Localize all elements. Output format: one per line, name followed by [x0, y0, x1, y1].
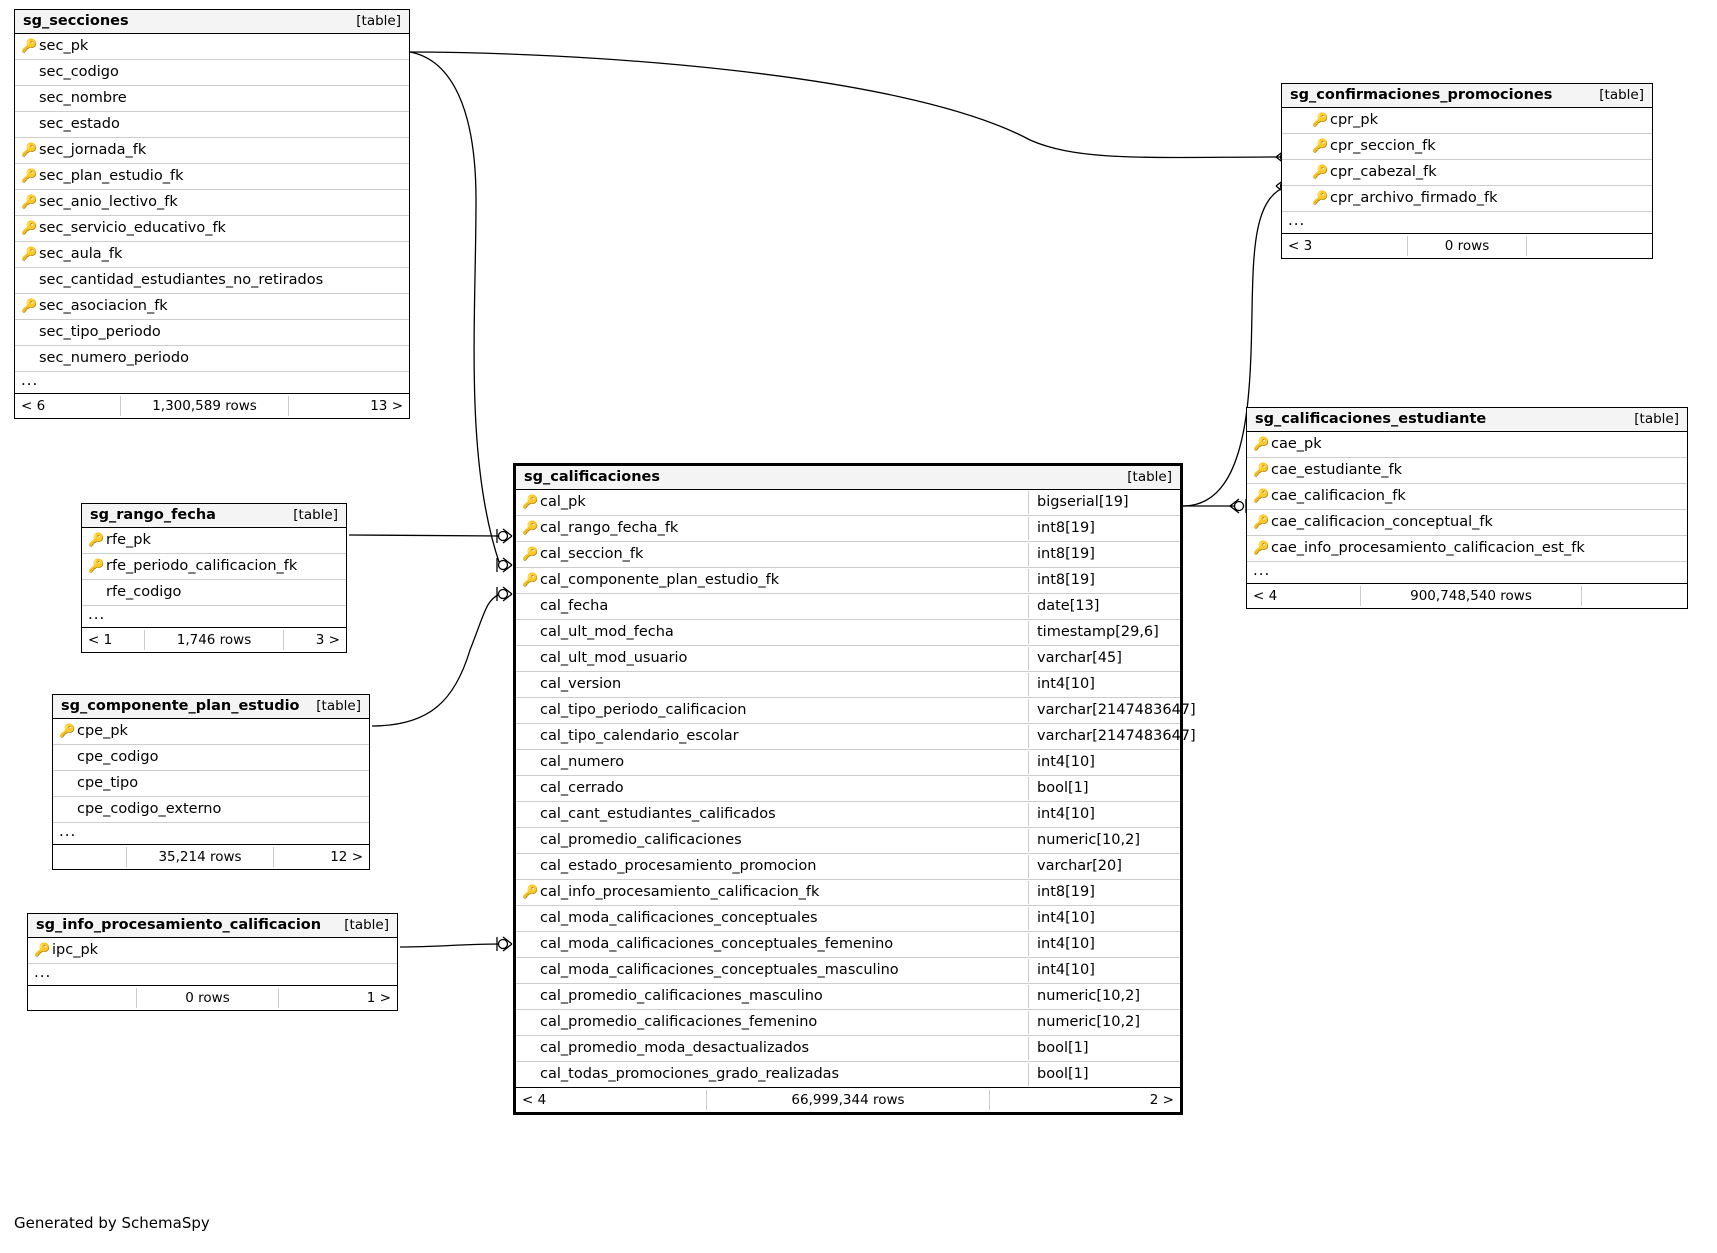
prev-page-link[interactable]	[53, 855, 126, 859]
table-row[interactable]	[516, 932, 1180, 958]
row-count: 900,748,540 rows	[1360, 586, 1582, 606]
table-row[interactable]	[516, 568, 1180, 594]
table-row[interactable]	[15, 216, 409, 242]
column-type: int4[10]	[1028, 933, 1180, 956]
table-header	[28, 914, 397, 938]
no-key-icon	[21, 118, 34, 131]
table-footer	[516, 1088, 1180, 1112]
next-page-link[interactable]	[1582, 594, 1687, 598]
no-key-icon	[522, 1016, 535, 1029]
no-key-icon	[88, 586, 101, 599]
column-name: cpr_cabezal_fk	[1330, 164, 1437, 180]
primary-key-icon: 🔑	[88, 532, 105, 548]
table-sg-calificaciones[interactable]	[513, 463, 1196, 1115]
prev-page-link[interactable]: < 4	[522, 1092, 547, 1108]
column-name: sec_anio_lectivo_fk	[39, 194, 178, 210]
no-key-icon	[522, 678, 535, 691]
table-row[interactable]	[1247, 432, 1687, 458]
table-row[interactable]	[516, 490, 1180, 516]
no-key-icon	[522, 782, 535, 795]
row-count: 1,300,589 rows	[120, 396, 289, 416]
no-key-icon	[522, 730, 535, 743]
prev-page-link[interactable]: < 3	[1288, 238, 1313, 254]
column-name: cal_cerrado	[540, 780, 624, 796]
no-key-icon	[522, 756, 535, 769]
column-name: cal_componente_plan_estudio_fk	[540, 572, 780, 588]
prev-page-link[interactable]: < 6	[21, 398, 46, 414]
table-row[interactable]	[516, 672, 1180, 698]
next-page-link[interactable]: 13 >	[370, 398, 403, 414]
prev-page-link[interactable]	[28, 996, 136, 1000]
column-name: rfe_pk	[106, 532, 151, 548]
column-name: cal_promedio_calificaciones	[540, 832, 742, 848]
table-row[interactable]	[516, 958, 1180, 984]
column-name: cal_moda_calificaciones_conceptuales_femenino	[540, 936, 894, 952]
table-row[interactable]	[82, 580, 346, 606]
table-sg-info-procesamiento-calificacion[interactable]	[27, 913, 398, 1011]
no-key-icon	[21, 326, 34, 339]
column-name: cal_estado_procesamiento_promocion	[540, 858, 817, 874]
column-name: cal_promedio_calificaciones_femenino	[540, 1014, 818, 1030]
column-type: numeric[10,2]	[1028, 985, 1180, 1008]
column-type: varchar[20]	[1028, 855, 1180, 878]
column-name: sec_estado	[39, 116, 120, 132]
table-row[interactable]	[1282, 160, 1652, 186]
table-type-tag: [table]	[344, 917, 389, 933]
primary-key-icon: 🔑	[1312, 112, 1329, 128]
table-title: sg_calificaciones_estudiante	[1255, 411, 1487, 427]
prev-page-link[interactable]: < 1	[88, 632, 113, 648]
table-sg-componente-plan-estudio[interactable]	[52, 694, 370, 870]
table-row[interactable]	[1282, 108, 1652, 134]
table-row[interactable]	[82, 554, 346, 580]
no-key-icon	[522, 600, 535, 613]
table-row[interactable]	[516, 984, 1180, 1010]
column-type: int4[10]	[1028, 907, 1180, 930]
table-footer	[53, 845, 369, 869]
table-row[interactable]	[516, 646, 1180, 672]
no-key-icon	[522, 1042, 535, 1055]
table-row[interactable]	[15, 294, 409, 320]
table-footer	[1247, 584, 1687, 608]
column-name: cae_estudiante_fk	[1271, 462, 1403, 478]
column-name: cal_promedio_moda_desactualizados	[540, 1040, 810, 1056]
column-name: sec_aula_fk	[39, 246, 123, 262]
primary-key-icon: 🔑	[522, 494, 539, 510]
column-name: cal_version	[540, 676, 622, 692]
table-row[interactable]	[1247, 484, 1687, 510]
table-row[interactable]	[82, 528, 346, 554]
table-title: sg_secciones	[23, 13, 129, 29]
column-name: sec_nombre	[39, 90, 127, 106]
column-name: cal_seccion_fk	[540, 546, 644, 562]
more-columns-indicator: ...	[15, 372, 409, 394]
table-row[interactable]	[15, 60, 409, 86]
column-name: cae_calificacion_conceptual_fk	[1271, 514, 1493, 530]
table-sg-calificaciones-estudiante[interactable]	[1246, 407, 1688, 609]
next-page-link[interactable]: 12 >	[330, 849, 363, 865]
table-row[interactable]	[53, 797, 369, 823]
primary-key-icon: 🔑	[59, 723, 76, 739]
foreign-key-icon: 🔑	[21, 220, 38, 236]
column-name: sec_plan_estudio_fk	[39, 168, 184, 184]
foreign-key-icon: 🔑	[88, 558, 105, 574]
table-row[interactable]	[516, 1010, 1180, 1036]
primary-key-icon: 🔑	[21, 38, 38, 54]
generated-by-label: Generated by SchemaSpy	[14, 1214, 210, 1232]
table-row[interactable]	[516, 724, 1196, 750]
table-row[interactable]	[516, 828, 1180, 854]
foreign-key-icon: 🔑	[522, 884, 539, 900]
no-key-icon	[522, 912, 535, 925]
column-name: rfe_codigo	[106, 584, 182, 600]
foreign-key-icon: 🔑	[522, 520, 539, 536]
next-page-link[interactable]: 1 >	[366, 990, 391, 1006]
column-name: sec_asociacion_fk	[39, 298, 168, 314]
no-key-icon	[21, 92, 34, 105]
column-type: int8[19]	[1028, 517, 1180, 540]
column-type: bool[1]	[1028, 1063, 1180, 1086]
table-row[interactable]	[516, 906, 1180, 932]
foreign-key-icon: 🔑	[1253, 540, 1270, 556]
next-page-link[interactable]: 3 >	[315, 632, 340, 648]
no-key-icon	[522, 834, 535, 847]
primary-key-icon: 🔑	[1253, 436, 1270, 452]
no-key-icon	[522, 938, 535, 951]
primary-key-icon: 🔑	[34, 942, 51, 958]
table-footer	[15, 394, 409, 418]
column-type: numeric[10,2]	[1028, 1011, 1180, 1034]
no-key-icon	[522, 652, 535, 665]
foreign-key-icon: 🔑	[21, 194, 38, 210]
column-name: cal_fecha	[540, 598, 609, 614]
foreign-key-icon: 🔑	[1312, 164, 1329, 180]
no-key-icon	[59, 751, 72, 764]
column-name: cpe_tipo	[77, 775, 139, 791]
table-type-tag: [table]	[316, 698, 361, 714]
column-name: cal_cant_estudiantes_calificados	[540, 806, 776, 822]
column-name: sec_servicio_educativo_fk	[39, 220, 226, 236]
table-row[interactable]	[516, 750, 1180, 776]
table-row[interactable]	[15, 34, 409, 60]
column-name: sec_numero_periodo	[39, 350, 189, 366]
table-title: sg_componente_plan_estudio	[61, 698, 300, 714]
foreign-key-icon: 🔑	[21, 298, 38, 314]
column-type: varchar[45]	[1028, 647, 1180, 670]
no-key-icon	[59, 803, 72, 816]
column-name: cal_promedio_calificaciones_masculino	[540, 988, 823, 1004]
no-key-icon	[522, 808, 535, 821]
table-row[interactable]	[53, 719, 369, 745]
no-key-icon	[59, 777, 72, 790]
no-key-icon	[21, 274, 34, 287]
column-name: cae_pk	[1271, 436, 1322, 452]
column-type: bigserial[19]	[1028, 491, 1180, 514]
foreign-key-icon: 🔑	[522, 546, 539, 562]
foreign-key-icon: 🔑	[1253, 488, 1270, 504]
column-type: varchar[2147483647]	[1028, 699, 1180, 722]
column-name: cae_info_procesamiento_calificacion_est_fk	[1271, 540, 1585, 556]
row-count: 66,999,344 rows	[706, 1090, 990, 1110]
column-type: int4[10]	[1028, 673, 1180, 696]
table-title: sg_info_procesamiento_calificacion	[36, 917, 322, 933]
column-name: cal_moda_calificaciones_conceptuales	[540, 910, 818, 926]
column-name: cal_tipo_calendario_escolar	[540, 728, 739, 744]
row-count: 0 rows	[136, 988, 279, 1008]
table-type-tag: [table]	[1127, 469, 1172, 485]
no-key-icon	[21, 66, 34, 79]
more-columns-indicator: ...	[82, 606, 346, 628]
column-name: sec_jornada_fk	[39, 142, 147, 158]
table-row[interactable]	[15, 190, 409, 216]
table-row[interactable]	[15, 268, 409, 294]
column-type: bool[1]	[1028, 777, 1180, 800]
column-type: int8[19]	[1028, 881, 1180, 904]
no-key-icon	[522, 860, 535, 873]
next-page-link[interactable]: 2 >	[1149, 1092, 1174, 1108]
foreign-key-icon: 🔑	[1253, 514, 1270, 530]
more-columns-indicator: ...	[53, 823, 369, 845]
foreign-key-icon: 🔑	[21, 246, 38, 262]
table-header	[1282, 84, 1652, 108]
column-name: cal_tipo_periodo_calificacion	[540, 702, 747, 718]
table-row[interactable]	[53, 745, 369, 771]
more-columns-indicator: ...	[28, 964, 397, 986]
table-row[interactable]	[1282, 134, 1652, 160]
foreign-key-icon: 🔑	[522, 572, 539, 588]
column-name: ipc_pk	[52, 942, 99, 958]
table-row[interactable]	[15, 242, 409, 268]
column-type: int4[10]	[1028, 803, 1180, 826]
more-columns-indicator: ...	[1247, 562, 1687, 584]
table-header	[82, 504, 346, 528]
table-row[interactable]	[516, 698, 1196, 724]
table-row[interactable]	[516, 776, 1180, 802]
row-count: 1,746 rows	[144, 630, 284, 650]
column-name: cpr_archivo_firmado_fk	[1330, 190, 1498, 206]
table-title: sg_rango_fecha	[90, 507, 216, 523]
table-row[interactable]	[15, 138, 409, 164]
column-name: cal_numero	[540, 754, 625, 770]
column-name: cal_ult_mod_usuario	[540, 650, 688, 666]
table-header	[53, 695, 369, 719]
column-name: rfe_periodo_calificacion_fk	[106, 558, 298, 574]
foreign-key-icon: 🔑	[21, 142, 38, 158]
column-type: int4[10]	[1028, 959, 1180, 982]
prev-page-link[interactable]: < 4	[1253, 588, 1278, 604]
column-name: sec_codigo	[39, 64, 119, 80]
table-footer	[82, 628, 346, 652]
no-key-icon	[522, 1068, 535, 1081]
table-row[interactable]	[516, 620, 1180, 646]
no-key-icon	[522, 964, 535, 977]
foreign-key-icon: 🔑	[1312, 138, 1329, 154]
column-name: cpr_pk	[1330, 112, 1378, 128]
row-count: 0 rows	[1407, 236, 1527, 256]
table-row[interactable]	[15, 86, 409, 112]
foreign-key-icon: 🔑	[1253, 462, 1270, 478]
column-type: int4[10]	[1028, 751, 1180, 774]
table-title: sg_calificaciones	[524, 469, 661, 485]
no-key-icon	[21, 352, 34, 365]
table-row[interactable]	[516, 542, 1180, 568]
table-row[interactable]	[516, 516, 1180, 542]
table-footer	[1282, 234, 1652, 258]
no-key-icon	[522, 990, 535, 1003]
table-type-tag: [table]	[1599, 87, 1644, 103]
no-key-icon	[522, 704, 535, 717]
table-row[interactable]	[1247, 510, 1687, 536]
table-type-tag: [table]	[1634, 411, 1679, 427]
table-row[interactable]	[1282, 186, 1652, 212]
table-row[interactable]	[1247, 536, 1687, 562]
table-row[interactable]	[15, 346, 409, 372]
table-row[interactable]	[53, 771, 369, 797]
table-row[interactable]	[15, 164, 409, 190]
column-name: cal_rango_fecha_fk	[540, 520, 679, 536]
table-header	[15, 10, 409, 34]
column-type: int8[19]	[1028, 543, 1180, 566]
table-row[interactable]	[516, 802, 1180, 828]
table-sg-rango-fecha[interactable]	[81, 503, 347, 653]
column-type: int8[19]	[1028, 569, 1180, 592]
table-sg-confirmaciones-promociones[interactable]	[1281, 83, 1653, 259]
table-row[interactable]	[516, 854, 1180, 880]
column-name: sec_pk	[39, 38, 89, 54]
column-name: cpe_pk	[77, 723, 128, 739]
table-footer	[28, 986, 397, 1010]
next-page-link[interactable]	[1527, 244, 1652, 248]
table-row[interactable]	[15, 320, 409, 346]
column-name: cal_todas_promociones_grado_realizadas	[540, 1066, 840, 1082]
table-row[interactable]	[516, 1036, 1180, 1062]
table-row[interactable]	[516, 1062, 1180, 1088]
column-name: cpe_codigo	[77, 749, 159, 765]
no-key-icon	[522, 626, 535, 639]
column-type: numeric[10,2]	[1028, 829, 1180, 852]
row-count: 35,214 rows	[126, 847, 274, 867]
table-row[interactable]	[516, 594, 1180, 620]
column-name: sec_cantidad_estudiantes_no_retirados	[39, 272, 324, 288]
foreign-key-icon: 🔑	[21, 168, 38, 184]
column-name: sec_tipo_periodo	[39, 324, 161, 340]
column-name: cpr_seccion_fk	[1330, 138, 1436, 154]
column-name: cal_ult_mod_fecha	[540, 624, 674, 640]
table-row[interactable]	[516, 880, 1180, 906]
table-title: sg_confirmaciones_promociones	[1290, 87, 1553, 103]
foreign-key-icon: 🔑	[1312, 190, 1329, 206]
column-name: cpe_codigo_externo	[77, 801, 222, 817]
table-type-tag: [table]	[293, 507, 338, 523]
column-name: cal_moda_calificaciones_conceptuales_masculino	[540, 962, 899, 978]
column-type: bool[1]	[1028, 1037, 1180, 1060]
column-name: cae_calificacion_fk	[1271, 488, 1406, 504]
table-row[interactable]	[1247, 458, 1687, 484]
table-row[interactable]	[15, 112, 409, 138]
column-name: cal_pk	[540, 494, 586, 510]
table-header	[516, 466, 1180, 490]
table-row[interactable]	[28, 938, 397, 964]
column-type: date[13]	[1028, 595, 1180, 618]
table-sg-secciones[interactable]	[14, 9, 410, 419]
column-type: varchar[2147483647]	[1028, 725, 1180, 748]
column-type: timestamp[29,6]	[1028, 621, 1180, 644]
more-columns-indicator: ...	[1282, 212, 1652, 234]
column-name: cal_info_procesamiento_calificacion_fk	[540, 884, 820, 900]
table-header	[1247, 408, 1687, 432]
table-type-tag: [table]	[356, 13, 401, 29]
